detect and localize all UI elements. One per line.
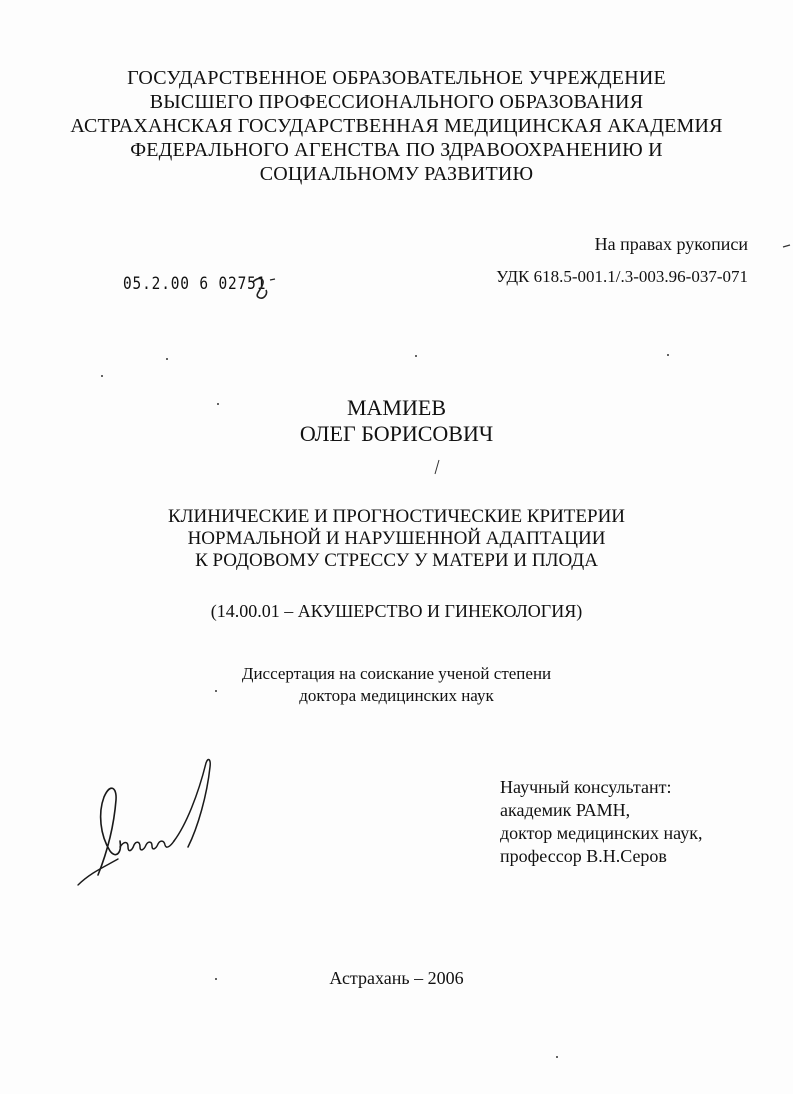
institution-line: ГОСУДАРСТВЕННОЕ ОБРАЗОВАТЕЛЬНОЕ УЧРЕЖДЕНИЕ	[127, 67, 666, 89]
consultant-line: Научный консультант:	[500, 777, 672, 797]
title-line: КЛИНИЧЕСКИЕ И ПРОГНОСТИЧЕСКИЕ КРИТЕРИИ	[167, 506, 626, 527]
title-line: К РОДОВОМУ СТРЕССУ У МАТЕРИ И ПЛОДА	[195, 550, 598, 571]
scan-speck	[667, 354, 669, 356]
institution-line: СОЦИАЛЬНОМУ РАЗВИТИЮ	[259, 163, 534, 185]
title-line: НОРМАЛЬНОЙ И НАРУШЕННОЙ АДАПТАЦИИ	[187, 528, 606, 549]
institution-line: ФЕДЕРАЛЬНОГО АГЕНСТВА ПО ЗДРАВООХРАНЕНИЮ И	[130, 139, 663, 161]
city-year: Астрахань – 2006	[329, 968, 464, 988]
specialty-code: (14.00.01 – АКУШЕРСТВО И ГИНЕКОЛОГИЯ)	[210, 601, 583, 621]
consultant-line: доктор медицинских наук,	[500, 823, 703, 843]
udc-code: УДК 618.5-001.1/.3-003.96-037-071	[496, 267, 748, 286]
author-surname: МАМИЕВ	[346, 395, 446, 420]
scan-speck	[415, 355, 417, 357]
author-given-names: ОЛЕГ БОРИСОВИЧ	[299, 421, 494, 446]
scan-speck	[101, 375, 103, 377]
institution-header	[0, 66, 793, 186]
consultant-line: академик РАМН,	[500, 800, 631, 820]
degree-line: Диссертация на соискание ученой степени	[241, 664, 552, 683]
handwritten-signature	[70, 755, 220, 895]
pen-mark	[432, 458, 442, 476]
degree-line: доктора медицинских наук	[299, 686, 494, 705]
scientific-consultant	[500, 776, 702, 868]
institution-line: ВЫСШЕГО ПРОФЕССИОНАЛЬНОГО ОБРАЗОВАНИЯ	[149, 91, 644, 113]
scan-speck	[556, 1056, 558, 1058]
registration-stamp: 05.2.00 6 02751	[123, 274, 267, 294]
manuscript-note: На правах рукописи	[594, 234, 748, 254]
pen-mark	[782, 243, 792, 249]
scan-speck	[166, 358, 168, 360]
consultant-line: профессор В.Н.Серов	[500, 846, 667, 866]
dissertation-title	[0, 506, 793, 572]
degree-statement	[0, 663, 793, 707]
stamp-scribble	[250, 274, 278, 302]
institution-line: АСТРАХАНСКАЯ ГОСУДАРСТВЕННАЯ МЕДИЦИНСКАЯ АКАДЕМИЯ	[70, 115, 723, 137]
author-name	[0, 395, 793, 447]
